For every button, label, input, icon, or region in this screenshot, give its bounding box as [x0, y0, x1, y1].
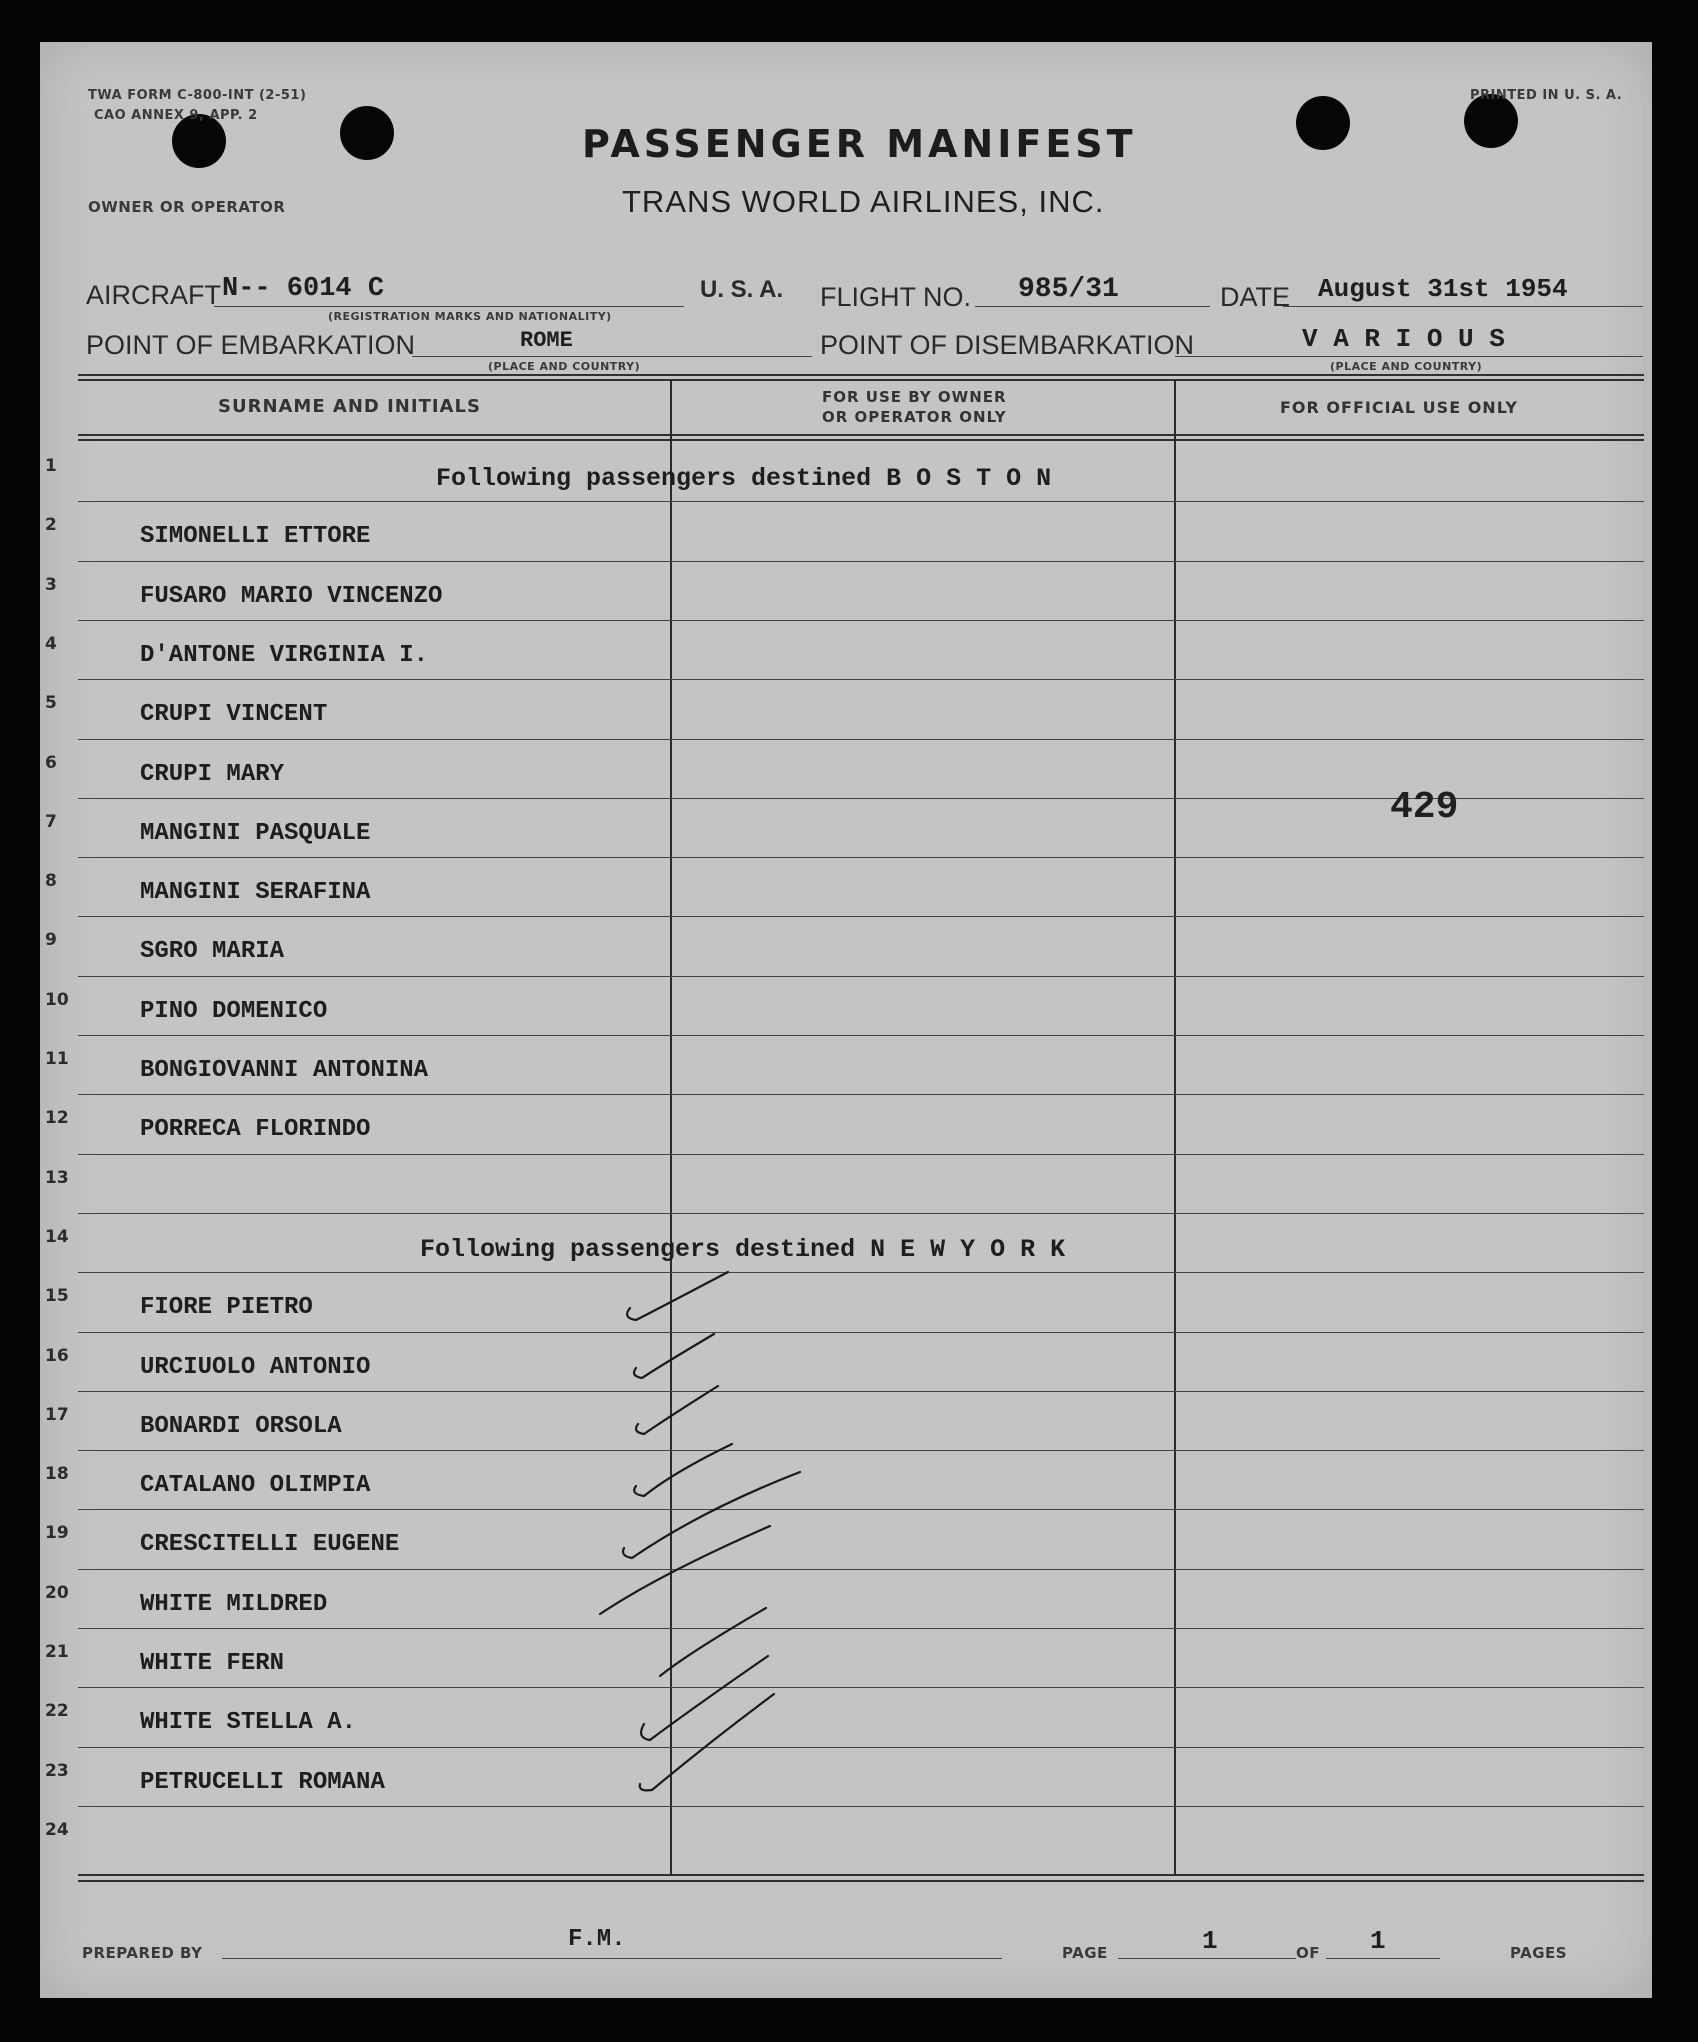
- row-number: 16: [45, 1345, 69, 1366]
- row-number: 13: [45, 1167, 69, 1188]
- page-underline: [1118, 1958, 1296, 1959]
- row-number: 7: [45, 811, 57, 832]
- row-number: 1: [45, 456, 57, 476]
- flight-value: 985/31: [1018, 274, 1119, 305]
- aircraft-value: N-- 6014 C: [222, 274, 385, 304]
- official-number: 429: [1390, 786, 1459, 829]
- row-number: 5: [45, 693, 57, 714]
- row-number: 23: [45, 1760, 69, 1781]
- passenger-name: MANGINI SERAFINA: [140, 879, 371, 907]
- of-underline: [1326, 1958, 1440, 1959]
- owner-column-header: FOR USE BY OWNER: [822, 388, 1007, 406]
- passenger-name: BONARDI ORSOLA: [140, 1412, 342, 1440]
- passenger-name: CRUPI VINCENT: [140, 701, 328, 729]
- destination-heading: Following passengers destined B O S T O N: [436, 464, 1052, 493]
- checkmark: [641, 1656, 768, 1740]
- airline-name: TRANS WORLD AIRLINES, INC.: [622, 184, 1105, 219]
- row-number: 22: [45, 1701, 69, 1722]
- embark-label: POINT OF EMBARKATION: [86, 330, 416, 360]
- printed-note: PRINTED IN U. S. A.: [1470, 88, 1623, 103]
- page-title: PASSENGER MANIFEST: [582, 122, 1137, 166]
- of-value: 1: [1370, 1926, 1386, 1956]
- prepared-underline: [222, 1958, 1002, 1959]
- row-number: 20: [45, 1582, 69, 1603]
- row-number: 15: [45, 1286, 69, 1307]
- disembark-value: V A R I O U S: [1302, 324, 1505, 354]
- row-number: 4: [45, 633, 57, 654]
- passenger-name: BONGIOVANNI ANTONINA: [140, 1057, 429, 1084]
- checkmark: [623, 1472, 800, 1558]
- row-number: 18: [45, 1464, 69, 1485]
- passenger-name: D'ANTONE VIRGINIA I.: [140, 641, 429, 669]
- date-label: DATE: [1220, 282, 1291, 312]
- row-number: 24: [45, 1819, 69, 1840]
- owner-label: OWNER OR OPERATOR: [88, 198, 286, 216]
- checkmark: [660, 1608, 766, 1676]
- checkmark: [636, 1386, 718, 1434]
- passenger-name: CRUPI MARY: [140, 760, 285, 788]
- embark-note: (PLACE AND COUNTRY): [488, 360, 641, 373]
- embark-value: ROME: [520, 328, 573, 353]
- passenger-name: PINO DOMENICO: [140, 997, 328, 1025]
- row-number: 19: [45, 1523, 69, 1544]
- passenger-name: WHITE STELLA A.: [140, 1709, 357, 1737]
- row-number: 21: [45, 1642, 69, 1662]
- official-column-header: FOR OFFICIAL USE ONLY: [1280, 398, 1518, 417]
- row-number: 14: [45, 1226, 69, 1247]
- passenger-name: FIORE PIETRO: [140, 1294, 313, 1322]
- row-number: 10: [45, 989, 69, 1010]
- page-label: PAGE: [1062, 1944, 1108, 1962]
- passenger-name: SIMONELLI ETTORE: [140, 523, 371, 551]
- passenger-name: WHITE FERN: [140, 1650, 285, 1677]
- passenger-name: URCIUOLO ANTONIO: [140, 1353, 371, 1381]
- passenger-name: CATALANO OLIMPIA: [140, 1472, 371, 1500]
- passenger-name: PORRECA FLORINDO: [140, 1116, 371, 1144]
- prepared-label: PREPARED BY: [82, 1944, 203, 1962]
- checkmark: [634, 1334, 714, 1378]
- prepared-value: F.M.: [568, 1926, 626, 1953]
- form-code: TWA FORM C-800-INT (2-51): [88, 88, 307, 103]
- passenger-name: SGRO MARIA: [140, 938, 285, 966]
- row-number: 9: [45, 930, 57, 951]
- passenger-name: PETRUCELLI ROMANA: [140, 1768, 385, 1796]
- page-value: 1: [1202, 1926, 1218, 1956]
- passenger-name: FUSARO MARIO VINCENZO: [140, 582, 443, 610]
- checkmark: [627, 1272, 728, 1320]
- pages-label: PAGES: [1510, 1944, 1568, 1962]
- passenger-name: MANGINI PASQUALE: [140, 819, 371, 847]
- flight-label: FLIGHT NO.: [820, 282, 972, 312]
- row-number: 11: [45, 1049, 69, 1069]
- row-number: 12: [45, 1108, 69, 1129]
- disembark-label: POINT OF DISEMBARKATION: [820, 330, 1195, 360]
- nationality: U. S. A.: [700, 276, 784, 303]
- disembark-note: (PLACE AND COUNTRY): [1330, 360, 1483, 373]
- row-number: 6: [45, 752, 57, 773]
- checkmark: [600, 1526, 770, 1614]
- destination-heading: Following passengers destined N E W Y O R K: [420, 1234, 1066, 1264]
- checkmark: [640, 1694, 774, 1790]
- checkmark: [634, 1444, 732, 1496]
- aircraft-label: AIRCRAFT: [86, 280, 221, 310]
- surname-column-header: SURNAME AND INITIALS: [218, 396, 481, 417]
- row-number: 17: [45, 1404, 69, 1425]
- of-label: OF: [1296, 1944, 1320, 1962]
- row-number: 3: [45, 574, 57, 595]
- form-annex: CAO ANNEX 9, APP. 2: [94, 108, 258, 123]
- passenger-name: CRESCITELLI EUGENE: [140, 1531, 400, 1559]
- owner-column-header: OR OPERATOR ONLY: [822, 408, 1007, 426]
- aircraft-note: (REGISTRATION MARKS AND NATIONALITY): [328, 310, 612, 323]
- row-number: 8: [45, 871, 57, 892]
- row-number: 2: [45, 515, 57, 536]
- passenger-name: WHITE MILDRED: [140, 1590, 328, 1618]
- date-value: August 31st 1954: [1318, 274, 1568, 304]
